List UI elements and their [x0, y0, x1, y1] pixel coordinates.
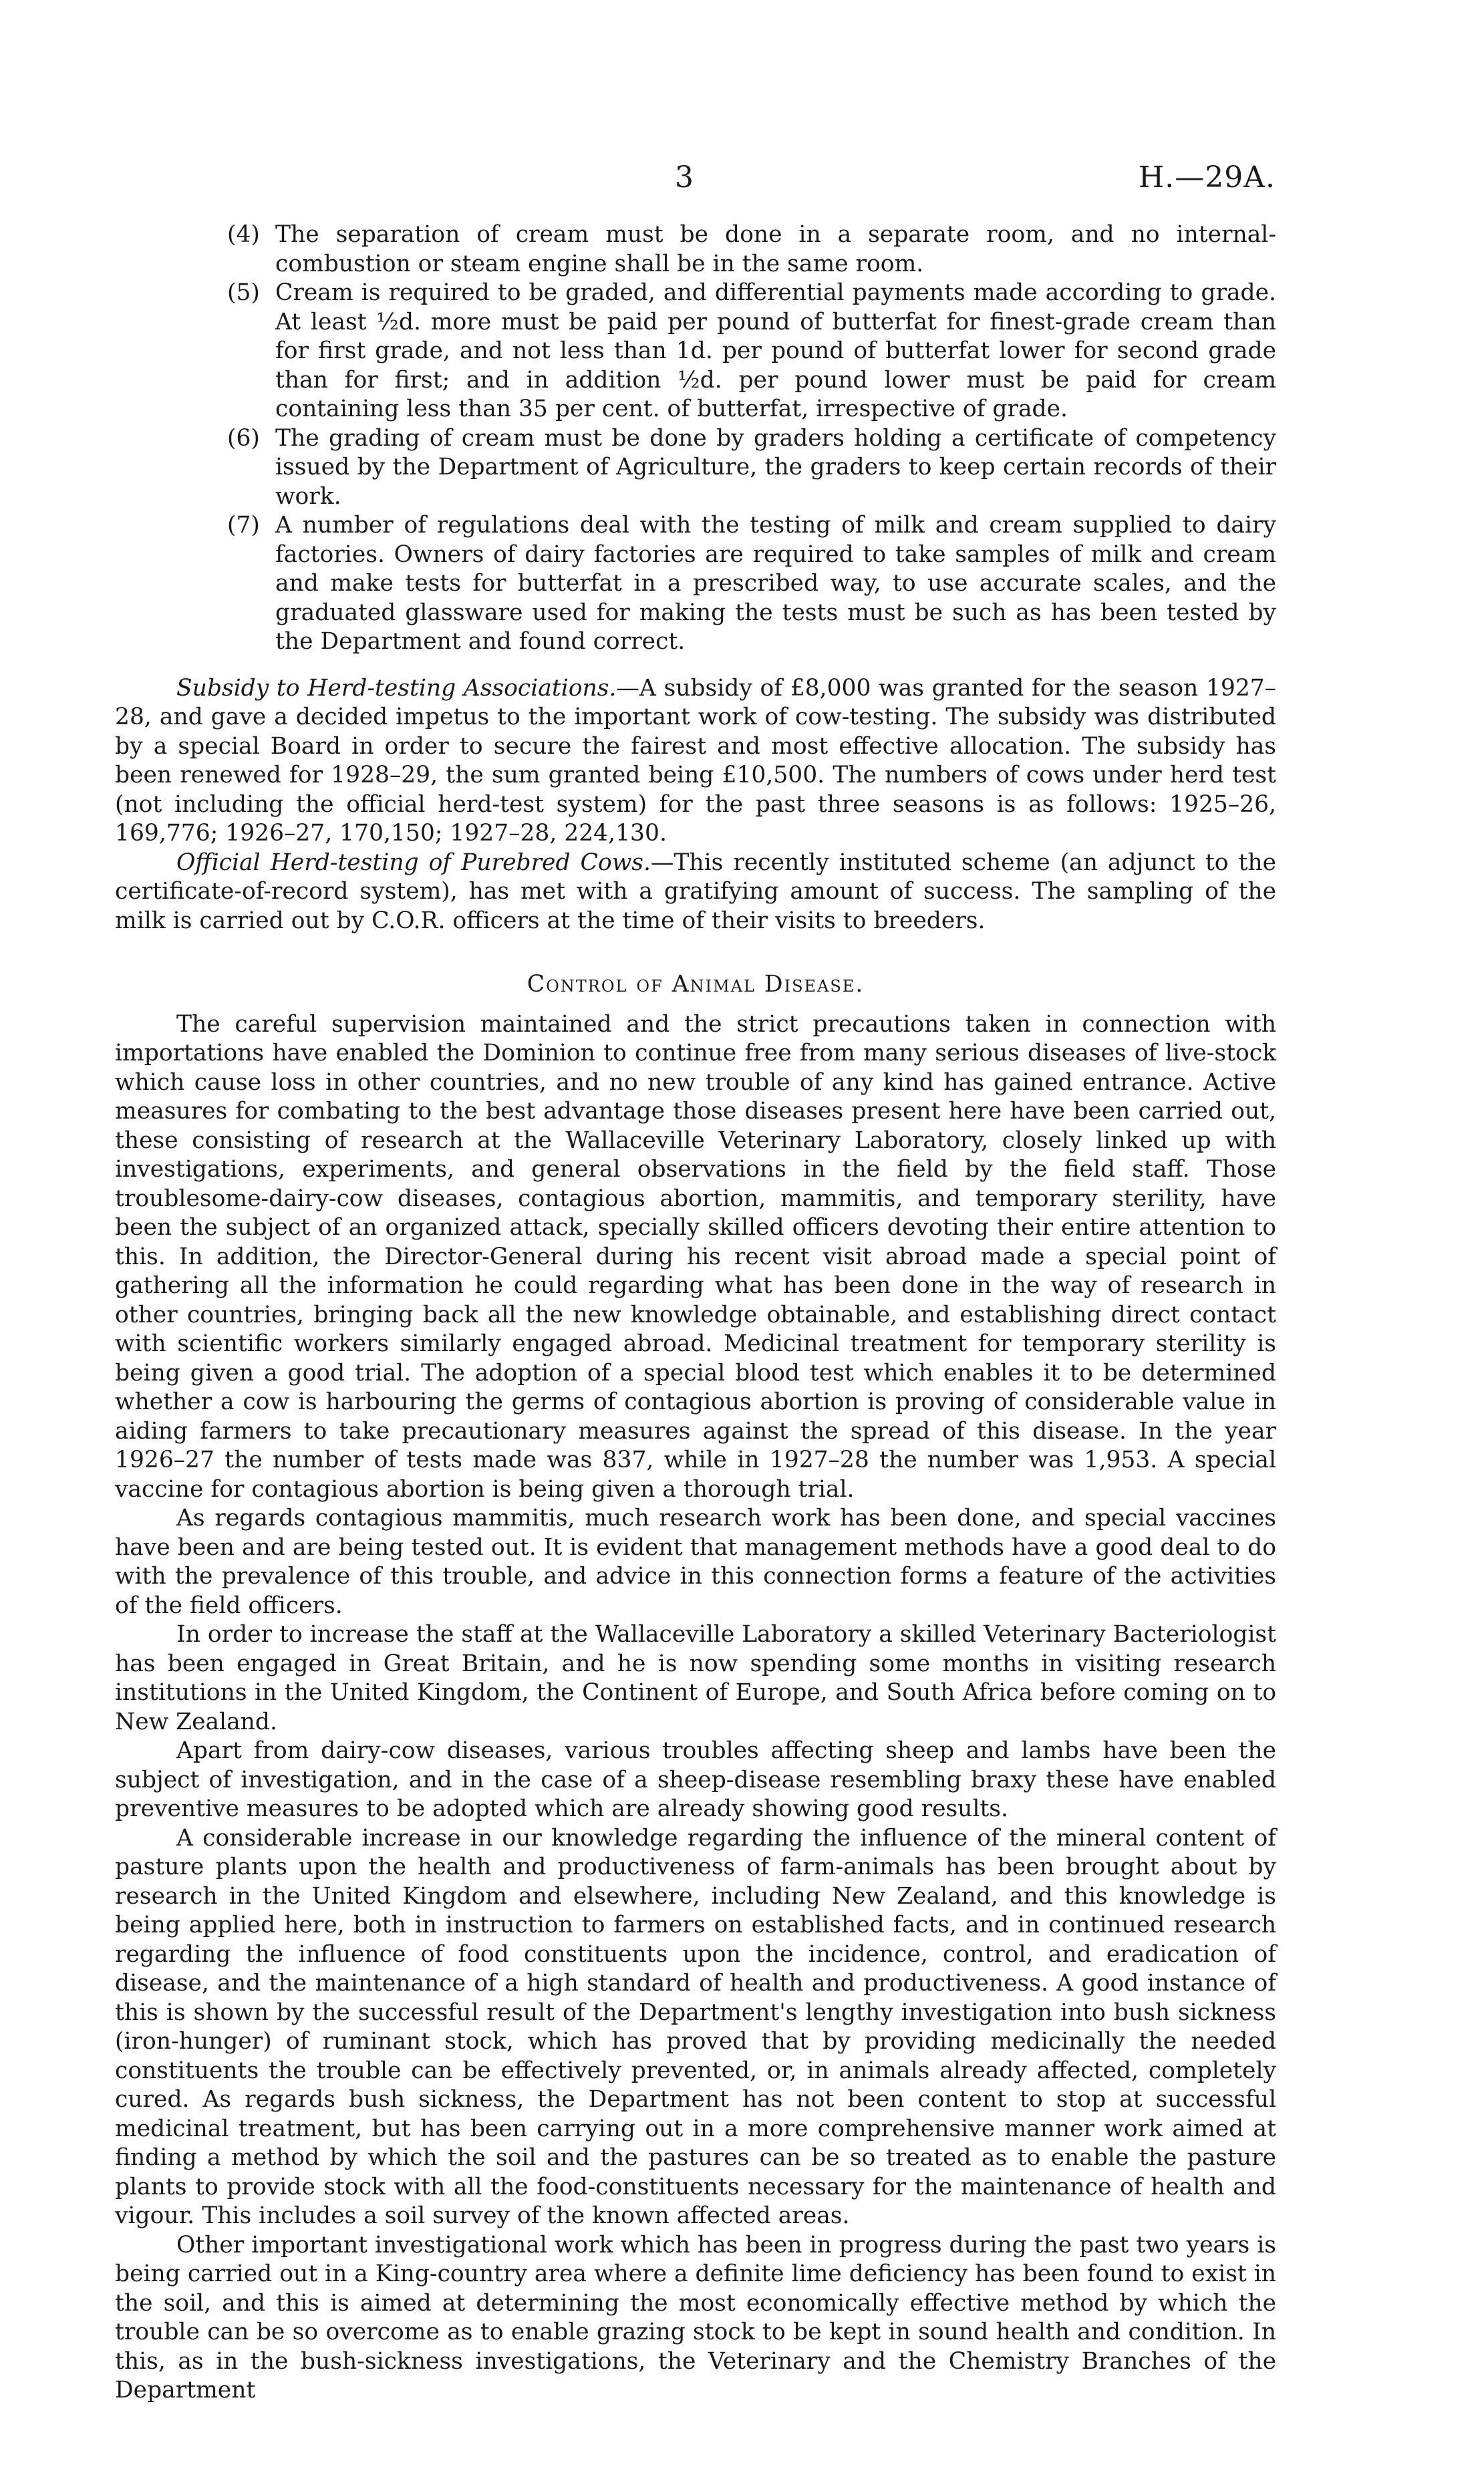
body-paragraph: Apart from dairy-cow diseases, various troubles affecting sheep and lambs have been the subject of investigation, and in the case of a sheep-disease resembling braxy these have enabled preventive measures to be adopted which are already showing good results. — [115, 1737, 1276, 1822]
official-herd-testing-heading: Official Herd-testing of Purebred Cows. — [176, 849, 651, 876]
body-paragraph: Other important investigational work which has been in progress during the past two years is being carried out in a King-country area where a definite lime deficiency has been found to exist in the soil, and this is aimed at determining the most economically effective method by which the trouble can be so overcome as to enable grazing stock to be kept in sound health and condition. In this, as in the bush-sickness investigations, the Veterinary and the Chemistry Branches of the Department — [115, 2231, 1276, 2403]
official-herd-testing-paragraph — [115, 849, 1276, 936]
list-item — [227, 511, 1276, 657]
list-item-number: (4) — [227, 221, 260, 248]
list-item — [227, 279, 1276, 424]
subsidy-paragraph — [115, 674, 1276, 849]
list-item-number: (6) — [227, 424, 260, 452]
body-paragraph: The careful supervision maintained and the strict precautions taken in connection with importations have enabled the Dominion to continue free from many serious diseases of live-stock which cause loss in other countries, and no new trouble of any kind has gained entrance. Active measures for combating to the best advantage those diseases present here have been carried out, these consisting of research at the Wallaceville Veterinary Laboratory, closely linked up with investigations, experiments, and general observations in the field by the field staff. Those troublesome-dairy-cow diseases, contagious abortion, mammitis, and temporary sterility, have been the subject of an organized attack, specially skilled officers devoting their entire attention to this. In addition, the Director-General during his recent visit abroad made a special point of gathering all the information he could regarding what has been done in the way of research in other countries, bringing back all the new knowledge obtainable, and establishing direct contact with scientific workers similarly engaged abroad. Medicinal treatment for temporary sterility is being given a good trial. The adoption of a special blood test which enables it to be determined whether a cow is harbouring the germs of contagious abortion is proving of considerable value in aiding farmers to take precautionary measures against the spread of this disease. In the year 1926–27 the number of tests made was 837, while in 1927–28 the number was 1,953. A special vaccine for contagious abortion is being given a thorough trial. — [115, 1010, 1276, 1503]
list-item-text: A number of regulations deal with the testing of milk and cream supplied to dairy factories. Owners of dairy factories are required to take samples of milk and cream and make tests for butterfat in a prescribed way, to use accurate scales, and the graduated glassware used for making the tests must be such as has been tested by the Department and found correct. — [275, 512, 1276, 655]
page-number: 3 — [675, 160, 694, 194]
section-heading: Control of Animal Disease. — [527, 971, 865, 998]
document-body — [115, 221, 1276, 2405]
body-paragraph: As regards contagious mammitis, much research work has been done, and special vaccines have been and are being tested out. It is evident that management methods have a good deal to do with the prevalence of this trouble, and advice in this connection forms a feature of the activities of the field officers. — [115, 1505, 1276, 1619]
list-item-number: (7) — [227, 512, 260, 539]
body-paragraph: A considerable increase in our knowledge regarding the influence of the mineral content of pasture plants upon the health and productiveness of farm-animals has been brought about by research in the United Kingdom and elsewhere, including New Zealand, and this knowledge is being applied here, both in instruction to farmers on established facts, and in continued research regarding the influence of food constituents upon the incidence, control, and eradication of disease, and the maintenance of a high standard of health and productiveness. A good instance of this is shown by the successful result of the Department's lengthy investigation into bush sickness (iron-hunger) of ruminant stock, which has proved that by providing medicinally the needed constituents the trouble can be effectively prevented, or, in animals already affected, completely cured. As regards bush sickness, the Department has not been content to stop at successful medicinal treatment, but has been carrying out in a more comprehensive manner work aimed at finding a method by which the soil and the pastures can be so treated as to enable the pasture plants to provide stock with all the food-constituents necessary for the maintenance of health and vigour. This includes a soil survey of the known affected areas. — [115, 1824, 1276, 2229]
list-item-text: The separation of cream must be done in a separate room, and no internal-combustion or steam engine shall be in the same room. — [275, 221, 1276, 277]
official-herd-testing-text: —This recently instituted scheme (an adjunct to the certificate-of-record system), has met with a gratifying amount of success. The sampling of the milk is carried out by C.O.R. officers at the time of their visits to breeders. — [115, 849, 1277, 934]
list-item-number: (5) — [227, 279, 260, 306]
body-paragraph: In order to increase the staff at the Wallaceville Laboratory a skilled Veterinary Bacteriologist has been engaged in Great Britain, and he is now spending some months in visiting research institutions in the United Kingdom, the Continent of Europe, and South Africa before coming on to New Zealand. — [115, 1621, 1276, 1735]
page-header — [0, 158, 1484, 198]
list-item — [227, 424, 1276, 512]
list-item — [227, 221, 1276, 279]
subsidy-text: —A subsidy of £8,000 was granted for the season 1927–28, and gave a decided impetus to the important work of cow-testing. The subsidy was distributed by a special Board in order to secure the fairest and most effective allocation. The subsidy has been renewed for 1928–29, the sum granted being £10,500. The numbers of cows under herd test (not including the official herd-test system) for the past three seasons is as follows: 1925–26, 169,776; 1926–27, 170,150; 1927–28, 224,130. — [115, 674, 1276, 847]
subsidy-heading: Subsidy to Herd-testing Associations. — [176, 674, 617, 702]
list-item-text: Cream is required to be graded, and differential payments made according to grade. At least ½d. more must be paid per pound of butterfat for finest-grade cream than for first grade, and not less than 1d. per pound of butterfat lower for second grade than for first; and in addition ½d. per pound lower must be paid for cream containing less than 35 per cent. of butterfat, irrespective of grade. — [275, 279, 1276, 422]
page-reference: H.—29A. — [1138, 160, 1276, 194]
regulations-list — [115, 221, 1276, 657]
list-item-text: The grading of cream must be done by graders holding a certificate of competency issued by the Department of Agriculture, the graders to keep certain records of their work. — [275, 424, 1276, 510]
